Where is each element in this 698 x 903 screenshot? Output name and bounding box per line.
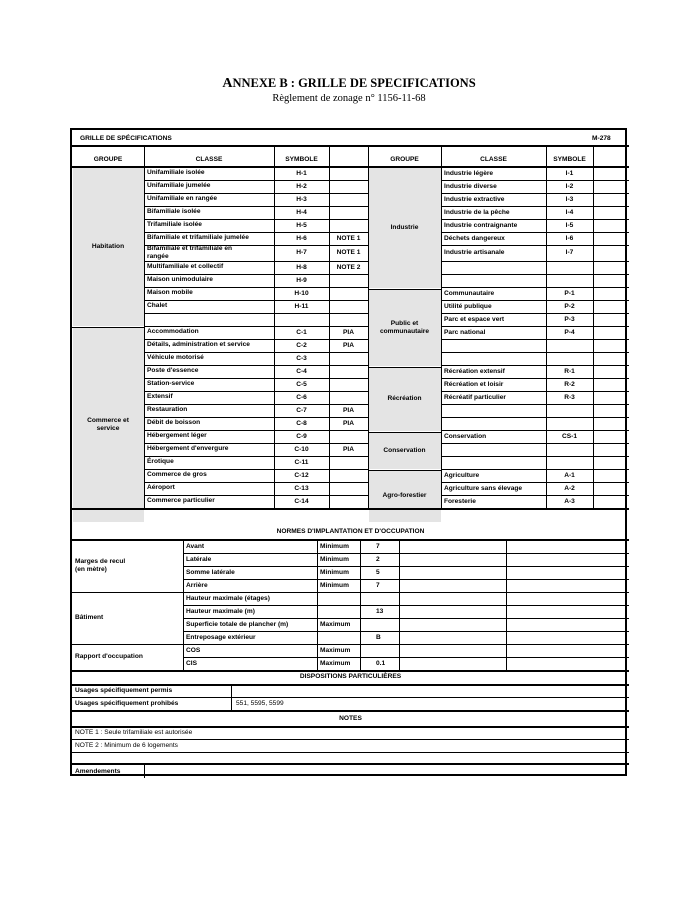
symbole-cell: C-2 xyxy=(296,341,307,349)
column-header-symbole: SYMBOLE xyxy=(285,156,318,163)
group-label-commerce: Commerce et xyxy=(87,416,129,424)
grid-line xyxy=(441,245,629,246)
group-label-habitation: Habitation xyxy=(91,242,125,250)
classe-cell: Agriculture xyxy=(444,471,480,479)
grid-title: GRILLE DE SPÉCIFICATIONS xyxy=(80,135,172,142)
note-cell: PIA xyxy=(343,419,354,427)
norme-type: Minimum xyxy=(320,542,349,550)
grid-line xyxy=(183,579,629,580)
grid-line xyxy=(183,566,629,567)
grid-line xyxy=(368,432,441,433)
symbole-cell: I-2 xyxy=(565,182,574,190)
classe-cell: Érotique xyxy=(147,458,174,466)
grid-line xyxy=(441,456,629,457)
grid-line xyxy=(72,592,183,593)
grid-line xyxy=(144,469,368,470)
grid-line xyxy=(368,145,369,508)
symbole-cell: C-7 xyxy=(296,406,307,414)
classe-cell: Commerce particulier xyxy=(147,497,215,505)
symbole-cell: I-5 xyxy=(565,221,574,229)
symbole-cell: H-8 xyxy=(296,263,307,271)
grid-line xyxy=(546,145,547,508)
symbole-cell: C-3 xyxy=(296,354,307,362)
grid-line xyxy=(144,219,368,220)
grid-line xyxy=(144,145,145,508)
classe-cell: Bifamiliale et trifamiliale en xyxy=(147,244,233,252)
grid-line xyxy=(441,417,629,418)
note-cell: PIA xyxy=(343,341,354,349)
symbole-cell: A-1 xyxy=(564,471,575,479)
symbole-cell: P-1 xyxy=(564,289,575,297)
grid-line xyxy=(183,553,629,554)
grid-line xyxy=(144,430,368,431)
norme-label: Hauteur maximale (étages) xyxy=(186,594,270,602)
grid-line xyxy=(72,726,629,728)
symbole-cell: C-11 xyxy=(294,458,309,466)
column-header-classe: CLASSE xyxy=(480,156,507,163)
classe-cell: Aéroport xyxy=(147,484,175,492)
note-cell: PIA xyxy=(343,445,354,453)
grid-line xyxy=(183,631,629,632)
grid-line xyxy=(72,327,144,328)
column-header-classe: CLASSE xyxy=(195,156,223,163)
symbole-cell: H-6 xyxy=(296,234,307,242)
symbole-cell: C-14 xyxy=(294,497,309,505)
norme-type: Maximum xyxy=(320,620,351,628)
classe-cell: Unifamiliale jumelée xyxy=(147,182,211,190)
symbole-cell: CS-1 xyxy=(561,432,578,440)
symbole-cell: C-10 xyxy=(294,445,309,453)
grid-line xyxy=(144,365,368,366)
normes-group-label: (en mètre) xyxy=(75,566,107,573)
grid-line xyxy=(441,443,629,444)
norme-value: B xyxy=(376,633,381,641)
classe-cell: Récréation extensif xyxy=(444,367,505,375)
classe-cell: Bifamiliale et trifamiliale jumelée xyxy=(147,234,249,242)
grid-line xyxy=(593,145,594,508)
symbole-cell: I-7 xyxy=(565,249,574,256)
grid-line xyxy=(144,300,368,301)
symbole-cell: I-4 xyxy=(565,208,574,216)
note-cell: PIA xyxy=(343,406,354,414)
usages-permis-label: Usages spécifiquement permis xyxy=(75,687,173,694)
symbole-cell: P-3 xyxy=(564,315,575,323)
column-header-symbole: SYMBOLE xyxy=(553,156,586,163)
norme-label: COS xyxy=(186,646,201,654)
classe-cell: Maison mobile xyxy=(147,289,193,297)
symbole-cell: C-8 xyxy=(296,419,307,427)
classe-cell: Véhicule motorisé xyxy=(147,354,204,362)
grid-line xyxy=(441,145,442,508)
grid-line xyxy=(183,657,629,658)
group-label-conservation: Conservation xyxy=(383,446,426,454)
grid-line xyxy=(231,684,232,710)
note-cell: NOTE 1 xyxy=(336,234,361,242)
grid-line xyxy=(144,495,368,496)
note-item: NOTE 2 : Minimum de 6 logements xyxy=(75,742,178,749)
symbole-cell: A-3 xyxy=(564,497,575,505)
classe-cell: Détails, administration et service xyxy=(147,341,250,349)
norme-type: Maximum xyxy=(320,646,351,654)
norme-label: Latérale xyxy=(186,555,212,563)
usages-prohibes-value: 551, 5595, 5599 xyxy=(236,700,284,707)
symbole-cell: H-4 xyxy=(296,208,307,216)
grid-line xyxy=(441,193,629,194)
grid-line xyxy=(399,539,400,670)
grid-line xyxy=(72,710,629,712)
symbole-cell: C-12 xyxy=(294,471,309,479)
grid-line xyxy=(441,261,629,262)
grid-line xyxy=(441,326,629,327)
grid-line xyxy=(144,261,368,262)
group-label-r-cr-ation: Récréation xyxy=(387,394,422,402)
note-cell: NOTE 2 xyxy=(336,263,361,271)
classe-cell: Débit de boisson xyxy=(147,419,201,427)
grid-line xyxy=(368,367,441,368)
grid-line xyxy=(441,469,629,470)
grid-line xyxy=(144,378,368,379)
symbole-cell: C-6 xyxy=(296,393,307,401)
grid-line xyxy=(144,274,368,275)
symbole-cell: I-1 xyxy=(565,169,574,177)
group-label-agro-forestier: Agro-forestier xyxy=(382,491,427,499)
norme-label: Arrière xyxy=(186,581,208,589)
classe-cell: Industrie de la pêche xyxy=(444,208,510,216)
norme-label: CIS xyxy=(186,659,197,667)
grid-line xyxy=(441,274,629,275)
group-label-public-et-communautaire: Public et xyxy=(390,319,419,327)
grid-line xyxy=(144,232,368,233)
norme-type: Minimum xyxy=(320,555,349,563)
classe-cell: Maison unimodulaire xyxy=(147,276,213,284)
grid-line xyxy=(72,684,629,686)
symbole-cell: P-4 xyxy=(564,328,575,336)
classe-cell: Hébergement léger xyxy=(147,432,207,440)
symbole-cell: C-1 xyxy=(296,328,307,336)
symbole-cell: R-3 xyxy=(564,393,575,401)
norme-label: Entreposage extérieur xyxy=(186,633,256,641)
grid-line xyxy=(72,670,629,672)
symbole-cell: P-2 xyxy=(564,302,575,310)
norme-value: 13 xyxy=(376,607,384,615)
symbole-cell: H-3 xyxy=(296,195,307,203)
column-header-groupe: GROUPE xyxy=(390,156,419,163)
grid-line xyxy=(183,644,629,645)
symbole-cell: A-2 xyxy=(564,484,575,492)
grid-line xyxy=(317,539,318,670)
classe-cell: Industrie contraignante xyxy=(444,221,518,229)
norme-value: 2 xyxy=(376,555,380,563)
classe-cell: Déchets dangereux xyxy=(444,234,505,242)
grid-line xyxy=(144,763,145,778)
grid-line xyxy=(441,365,629,366)
classe-cell: Industrie diverse xyxy=(444,182,497,190)
grid-line xyxy=(144,391,368,392)
classe-cell: Unifamiliale isolée xyxy=(147,169,205,177)
group-label-industrie: Industrie xyxy=(390,223,419,231)
classe-cell: Chalet xyxy=(147,302,168,310)
grid-line xyxy=(72,697,629,698)
classe-cell: Hébergement d'envergure xyxy=(147,445,229,453)
symbole-cell: H-7 xyxy=(296,249,307,256)
notes-title: NOTES xyxy=(339,715,362,722)
grid-line xyxy=(144,482,368,483)
dispositions-title: DISPOSITIONS PARTICULIÈRES xyxy=(299,673,402,680)
symbole-cell: R-1 xyxy=(564,367,575,375)
norme-type: Minimum xyxy=(320,581,349,589)
normes-group-label: Rapport d'occupation xyxy=(75,652,143,660)
grid-line xyxy=(441,206,629,207)
classe-cell: Communautaire xyxy=(444,289,495,297)
classe-cell: Poste d'essence xyxy=(147,367,199,375)
grid-line xyxy=(144,206,368,207)
grid-line xyxy=(441,313,629,314)
grid-line xyxy=(441,339,629,340)
grid-line xyxy=(144,326,368,327)
grid-line xyxy=(441,404,629,405)
grid-line xyxy=(144,180,368,181)
grid-line xyxy=(441,232,629,233)
symbole-cell: C-13 xyxy=(294,484,309,492)
grid-code: M-278 xyxy=(592,135,611,142)
grid-line xyxy=(441,495,629,496)
classe-cell: Multifamiliale et collectif xyxy=(147,263,224,271)
norme-label: Hauteur maximale (m) xyxy=(186,607,255,615)
symbole-cell: C-5 xyxy=(296,380,307,388)
grid-line xyxy=(183,592,629,593)
symbole-cell: H-11 xyxy=(294,302,309,310)
normes-group-label: Marges de recul xyxy=(75,557,126,565)
symbole-cell: H-5 xyxy=(296,221,307,229)
normes-title: NORMES D'IMPLANTATION ET D'OCCUPATION xyxy=(276,528,425,535)
symbole-cell: H-1 xyxy=(296,169,307,177)
grid-line xyxy=(274,145,275,508)
classe-cell: Industrie extractive xyxy=(444,195,505,203)
note-item: NOTE 1 : Seule trifamiliale est autorisée xyxy=(75,729,193,736)
grid-line xyxy=(144,404,368,405)
grid-line xyxy=(72,739,629,740)
annex-title: ANNEXE B : GRILLE DE SPECIFICATIONS xyxy=(222,76,476,91)
note-cell: PIA xyxy=(343,328,354,336)
grid-line xyxy=(441,180,629,181)
grid-line xyxy=(441,482,629,483)
grid-line xyxy=(72,508,629,510)
classe-cell: Utilité publique xyxy=(444,302,492,310)
grid-line xyxy=(368,289,441,290)
norme-type: Maximum xyxy=(320,659,351,667)
group-label-public-et-communautaire: communautaire xyxy=(379,328,430,335)
classe-cell: Conservation xyxy=(444,432,487,440)
classe-cell: Station-service xyxy=(147,380,195,388)
grid-line xyxy=(360,539,361,670)
normes-group-label: Bâtiment xyxy=(75,613,104,621)
grid-line xyxy=(329,145,330,508)
grid-line xyxy=(441,219,629,220)
symbole-cell: I-3 xyxy=(565,195,574,203)
classe-cell: Extensif xyxy=(147,393,173,401)
grid-line xyxy=(144,456,368,457)
grid-line xyxy=(441,391,629,392)
column-header-groupe: GROUPE xyxy=(93,156,123,163)
classe-cell: Agriculture sans élevage xyxy=(444,484,523,492)
classe-cell: Bifamiliale isolée xyxy=(147,208,201,216)
grid-line xyxy=(441,287,629,288)
classe-cell: Commerce de gros xyxy=(147,471,207,479)
classe-cell: Industrie légère xyxy=(444,169,494,177)
norme-label: Avant xyxy=(186,542,205,550)
grid-line xyxy=(441,378,629,379)
grid-line xyxy=(144,339,368,340)
grid-line xyxy=(144,287,368,288)
norme-value: 5 xyxy=(376,568,380,576)
symbole-cell: C-9 xyxy=(296,432,307,440)
usages-prohibes-label: Usages spécifiquement prohibés xyxy=(75,700,179,707)
grid-line xyxy=(368,470,441,471)
grid-line xyxy=(144,313,368,314)
grid-line xyxy=(506,539,507,670)
norme-label: Superficie totale de plancher (m) xyxy=(186,620,289,628)
grid-line xyxy=(183,618,629,619)
grid-line xyxy=(72,644,183,645)
classe-cell: Industrie artisanale xyxy=(444,249,505,256)
specification-grid xyxy=(70,128,627,776)
group-label-commerce: service xyxy=(96,425,120,432)
grid-line xyxy=(183,539,184,670)
grid-line xyxy=(441,300,629,301)
grid-line xyxy=(441,430,629,431)
norme-value: 0.1 xyxy=(376,659,386,667)
grid-line xyxy=(144,193,368,194)
classe-cell: Récréatif particulier xyxy=(444,393,506,401)
classe-cell: Parc national xyxy=(444,328,486,336)
classe-cell: Restauration xyxy=(147,406,188,414)
classe-cell: Foresterie xyxy=(444,497,476,505)
classe-cell: rangée xyxy=(147,253,169,260)
symbole-cell: R-2 xyxy=(564,380,575,388)
grid-line xyxy=(72,539,629,541)
classe-cell: Récréation et loisir xyxy=(444,380,504,388)
amendements-label: Amendements xyxy=(75,768,121,775)
symbole-cell: I-6 xyxy=(565,234,574,242)
classe-cell: Unifamiliale en rangée xyxy=(147,195,217,203)
grid-line xyxy=(144,352,368,353)
grid-line xyxy=(144,417,368,418)
grid-line xyxy=(144,443,368,444)
grid-line xyxy=(72,752,629,753)
note-cell: NOTE 1 xyxy=(336,249,361,256)
grid-line xyxy=(72,763,629,765)
norme-label: Somme latérale xyxy=(186,568,235,576)
symbole-cell: C-4 xyxy=(296,367,307,375)
symbole-cell: H-10 xyxy=(294,289,309,297)
symbole-cell: H-2 xyxy=(296,182,307,190)
annex-subtitle: Règlement de zonage n° 1156-11-68 xyxy=(272,93,426,104)
grid-line xyxy=(441,352,629,353)
norme-value: 7 xyxy=(376,581,380,589)
classe-cell: Parc et espace vert xyxy=(444,315,505,323)
classe-cell: Accommodation xyxy=(147,328,199,336)
symbole-cell: H-9 xyxy=(296,276,307,284)
grid-line xyxy=(183,605,629,606)
norme-type: Minimum xyxy=(320,568,349,576)
norme-value: 7 xyxy=(376,542,380,550)
classe-cell: Trifamiliale isolée xyxy=(147,221,202,229)
